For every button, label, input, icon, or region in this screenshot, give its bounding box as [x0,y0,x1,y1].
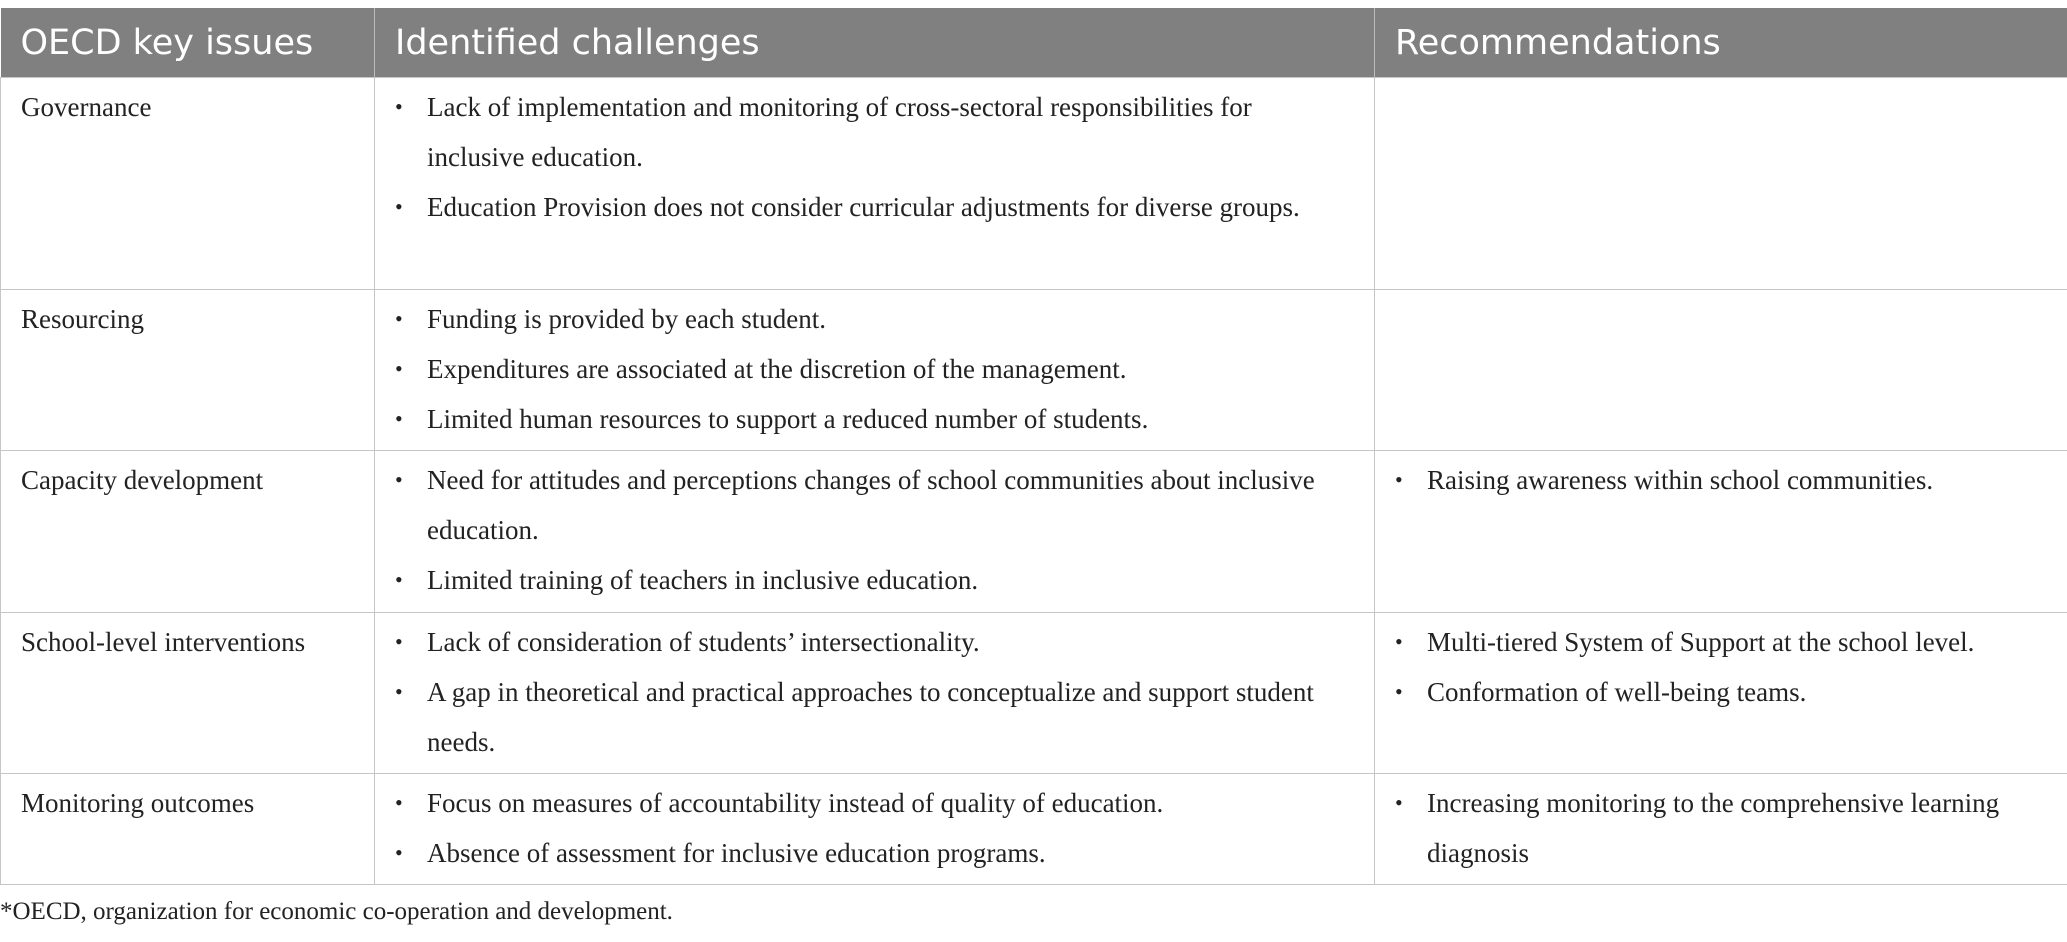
challenges-cell [375,78,1375,290]
issue-cell: Resourcing [1,290,375,451]
recommendations-list [1395,778,2047,878]
list-item: • Multi-tiered System of Support at the school level. [1395,617,2047,667]
list-item: • Lack of consideration of students’ intersectionality. [395,617,1354,667]
table-row [1,78,2067,290]
table-footnote: *OECD, organization for economic co-operation and development. [0,898,673,925]
table-header [1,8,2067,78]
list-item: • Education Provision does not consider curricular adjustments for diverse groups. [395,182,1354,232]
table-row [1,774,2067,885]
list-item: • Increasing monitoring to the comprehensive learning diagnosis [1395,778,2047,878]
list-item: • Expenditures are associated at the discretion of the management. [395,344,1354,394]
list-item: • Lack of implementation and monitoring of cross-sectoral responsibilities for inclusive education. [395,82,1354,182]
recommendations-list [1395,455,2047,505]
table-row [1,613,2067,774]
table-row [1,290,2067,451]
list-item: • Raising awareness within school communities. [1395,455,2047,505]
oecd-issues-table [0,8,2067,885]
issue-cell: Governance [1,78,375,290]
header-row [1,8,2067,78]
recommendations-cell [1375,774,2067,885]
list-item: • Focus on measures of accountability instead of quality of education. [395,778,1354,828]
table-row [1,451,2067,613]
recommendations-cell [1375,78,2067,290]
issue-cell: Capacity development [1,451,375,613]
challenges-cell [375,774,1375,885]
challenges-list [395,455,1354,605]
table-body [1,78,2067,885]
issue-cell: Monitoring outcomes [1,774,375,885]
list-item: • Funding is provided by each student. [395,294,1354,344]
list-item: • A gap in theoretical and practical approaches to conceptualize and support student needs. [395,667,1354,767]
challenges-cell [375,613,1375,774]
challenges-list [395,294,1354,444]
table-container [0,8,2067,885]
list-item: • Limited training of teachers in inclusive education. [395,555,1354,605]
issue-cell: School-level interventions [1,613,375,774]
challenges-list [395,617,1354,767]
challenges-cell [375,290,1375,451]
list-item: • Absence of assessment for inclusive education programs. [395,828,1354,878]
recommendations-cell [1375,451,2067,613]
header-identified-challenges: Identified challenges [375,8,1375,78]
challenges-cell [375,451,1375,613]
challenges-list [395,778,1354,878]
header-recommendations: Recommendations [1375,8,2067,78]
challenges-list [395,82,1354,232]
recommendations-cell [1375,290,2067,451]
header-oecd-key-issues: OECD key issues [1,8,375,78]
list-item: • Conformation of well-being teams. [1395,667,2047,717]
recommendations-cell [1375,613,2067,774]
list-item: • Need for attitudes and perceptions changes of school communities about inclusive education. [395,455,1354,555]
recommendations-list [1395,617,2047,717]
list-item: • Limited human resources to support a reduced number of students. [395,394,1354,444]
